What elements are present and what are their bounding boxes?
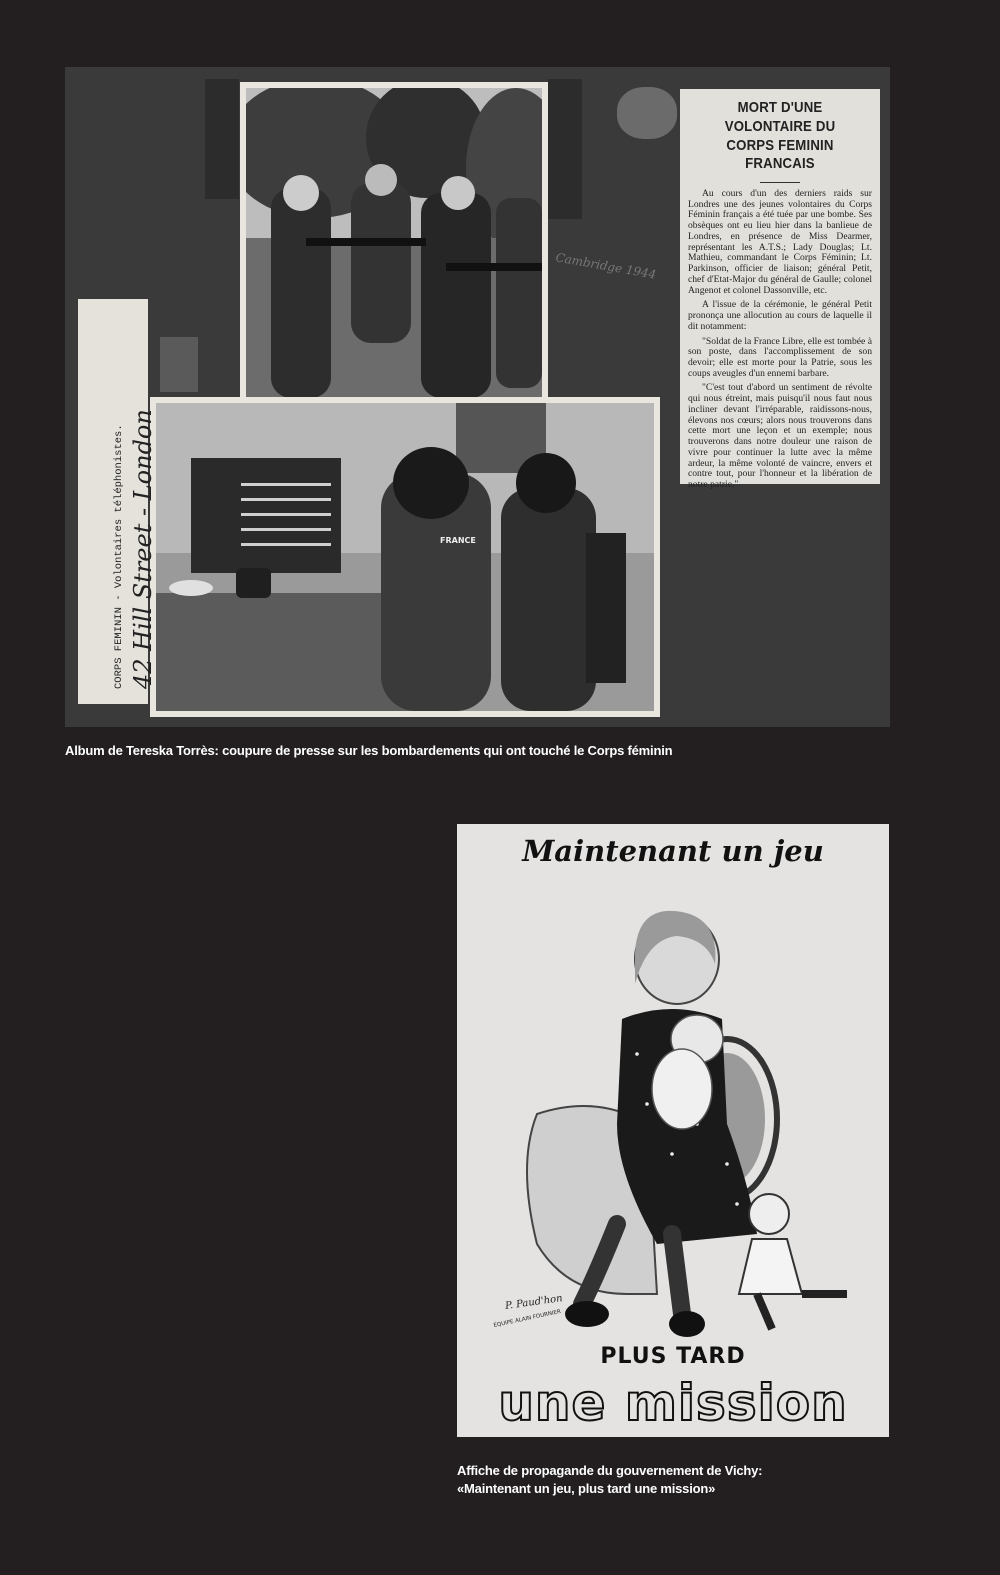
address-label [78, 299, 157, 704]
photo-volunteers-training [240, 82, 548, 404]
photo-telephonists-image [156, 403, 654, 711]
label-line-typed: CORPS FEMININ - Volontaires téléphonistes. [113, 424, 125, 689]
poster-headline: Maintenant un jeu [522, 834, 824, 868]
poster-mission-line: une mission [498, 1374, 848, 1432]
tape-piece [548, 79, 582, 219]
address-label-text [113, 299, 157, 689]
caption-poster-line2: «Maintenant un jeu, plus tard une mission» [457, 1481, 716, 1497]
propaganda-poster [457, 824, 889, 1437]
caption-poster-line1: Affiche de propagande du gouvernement de Vichy: [457, 1463, 763, 1478]
photo2-badge: FRANCE [440, 536, 476, 545]
poster-signature: P. Paud'hon [504, 1293, 564, 1312]
tape-piece [160, 337, 198, 392]
tape-piece [205, 79, 239, 199]
clipping-title: MORT D'UNE VOLONTAIRE DU CORPS FEMININ FRANCAIS [724, 99, 836, 173]
glue-stain [617, 87, 677, 139]
poster-subline: PLUS TARD [600, 1344, 746, 1369]
clipping-paragraph: "Soldat de la France Libre, elle est tombée à son poste, dans l'accomplissement de son devoir; elle est morte pour la Patrie, sous les coups aveugles d'un ennemi barbare. [688, 335, 872, 379]
label-line-handwritten: 42 Hill Street - London [129, 409, 157, 689]
clipping-paragraph: Au cours d'un des derniers raids sur Londres une des jeunes volontaires du Corps Féminin français a été tuée par une bombe. Ses obsèques ont eu lieu hier dans la banlieue de Londres, en présence de Miss Dearmer, représentant les A.T.S.; Lady Douglas; Lt. Mathieu, commandant le Corps Féminin; Lt. Parkinson, officier de liaison; général Petit, chef d'Etat-Major du général de Gaulle; colonel Angenot et colonel Dassonville, etc. [688, 188, 872, 296]
pencil-note: Cambridge 1944 [554, 250, 658, 282]
photo-volunteers-training-image [246, 88, 542, 398]
clipping-body [688, 189, 872, 491]
caption-album: Album de Tereska Torrès: coupure de presse sur les bombardements qui ont touché le Corps féminin [65, 743, 673, 758]
clipping-paragraph: A l'issue de la cérémonie, le général Petit prononça une allocution au cours de laquelle il dit notamment: [688, 299, 872, 332]
clipping-paragraph: "C'est tout d'abord un sentiment de révolte qui nous étreint, mais puisqu'il nous faut nous incliner devant l'irréparable, raidissons-nous, élevons nos cœurs; alors nous trouverons dans cette mort une leçon et un exemple; nous trouverons dans notre douleur une raison de vivre pour continuer la lutte avec la même ardeur, la même volonté de vaincre, envers et contre tout, pour l'honneur et la libération de notre patrie." [688, 382, 872, 491]
photo-telephonists [150, 397, 660, 717]
newspaper-clipping [680, 89, 880, 491]
album-page [65, 67, 890, 727]
caption-poster [457, 1462, 897, 1498]
clipping-divider [760, 182, 800, 183]
poster-studio-mark: ÉQUIPE ALAIN FOURNIER [493, 1308, 562, 1330]
